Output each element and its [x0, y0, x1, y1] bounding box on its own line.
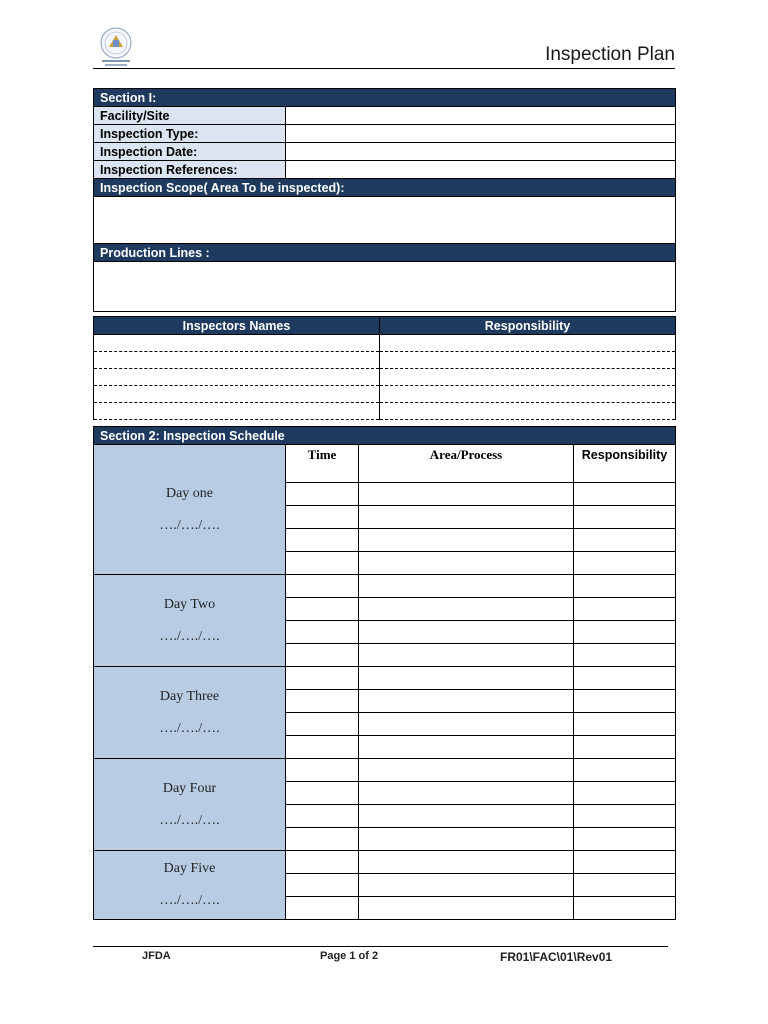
responsibility-cell[interactable] [574, 506, 676, 529]
area-process-cell[interactable] [359, 483, 574, 506]
inspector-responsibility-cell[interactable] [380, 386, 676, 403]
responsibility-cell[interactable] [574, 575, 676, 598]
time-cell[interactable] [286, 598, 359, 621]
time-cell[interactable] [286, 897, 359, 920]
inspector-responsibility-cell[interactable] [380, 335, 676, 352]
responsibility-cell[interactable] [574, 529, 676, 552]
responsibility-cell[interactable] [574, 805, 676, 828]
time-cell[interactable] [286, 713, 359, 736]
inspection-scope-field[interactable] [94, 197, 676, 244]
responsibility-cell[interactable] [574, 552, 676, 575]
time-cell[interactable] [286, 483, 359, 506]
area-process-cell[interactable] [359, 575, 574, 598]
time-cell[interactable] [286, 575, 359, 598]
responsibility-cell[interactable] [574, 598, 676, 621]
inspector-responsibility-cell[interactable] [380, 369, 676, 386]
day-date: …./…./…. [159, 628, 220, 644]
time-cell[interactable] [286, 690, 359, 713]
day-five-cell [94, 851, 286, 920]
area-process-cell[interactable] [359, 759, 574, 782]
time-cell[interactable] [286, 667, 359, 690]
time-cell[interactable] [286, 805, 359, 828]
table-row [94, 386, 676, 403]
header-divider [93, 68, 675, 69]
production-lines-field[interactable] [94, 262, 676, 312]
area-process-cell[interactable] [359, 897, 574, 920]
day-name: Day Four [162, 780, 217, 796]
area-process-cell[interactable] [359, 621, 574, 644]
responsibility-cell[interactable] [574, 690, 676, 713]
area-process-column-header: Area/Process [359, 445, 574, 483]
area-process-cell[interactable] [359, 851, 574, 874]
inspector-name-cell[interactable] [94, 386, 380, 403]
responsibility-column-header: Responsibility [574, 445, 676, 483]
table-row [94, 335, 676, 352]
inspection-schedule-table [93, 426, 676, 920]
responsibility-cell[interactable] [574, 736, 676, 759]
section1-table [93, 88, 676, 312]
inspection-date-field[interactable] [286, 143, 676, 161]
section1-heading: Section I: [94, 89, 676, 107]
inspector-responsibility-cell[interactable] [380, 403, 676, 420]
page-title: Inspection Plan [545, 44, 675, 65]
responsibility-cell[interactable] [574, 621, 676, 644]
production-lines-heading: Production Lines : [94, 244, 676, 262]
day-two-cell [94, 575, 286, 667]
day-name: Day Two [163, 596, 216, 612]
inspectors-table [93, 316, 676, 420]
day-date: …./…./…. [159, 812, 220, 828]
responsibility-cell[interactable] [574, 897, 676, 920]
facility-site-label: Facility/Site [94, 107, 286, 125]
time-cell[interactable] [286, 851, 359, 874]
inspector-name-cell[interactable] [94, 403, 380, 420]
inspection-type-label: Inspection Type: [94, 125, 286, 143]
area-process-cell[interactable] [359, 667, 574, 690]
section2-heading: Section 2: Inspection Schedule [94, 427, 676, 445]
day-three-cell [94, 667, 286, 759]
responsibility-cell[interactable] [574, 782, 676, 805]
area-process-cell[interactable] [359, 874, 574, 897]
responsibility-cell[interactable] [574, 644, 676, 667]
day-one-cell [94, 445, 286, 575]
area-process-cell[interactable] [359, 506, 574, 529]
area-process-cell[interactable] [359, 782, 574, 805]
inspection-references-label: Inspection References: [94, 161, 286, 179]
table-row [94, 403, 676, 420]
responsibility-cell[interactable] [574, 713, 676, 736]
day-name: Day Three [159, 688, 220, 704]
day-date: …./…./…. [159, 720, 220, 736]
responsibility-cell[interactable] [574, 828, 676, 851]
day-name: Day Five [163, 861, 216, 876]
time-column-header: Time [286, 445, 359, 483]
facility-site-field[interactable] [286, 107, 676, 125]
area-process-cell[interactable] [359, 598, 574, 621]
inspection-date-label: Inspection Date: [94, 143, 286, 161]
time-cell[interactable] [286, 782, 359, 805]
day-date: …./…./…. [159, 893, 220, 908]
area-process-cell[interactable] [359, 713, 574, 736]
inspectors-names-header: Inspectors Names [94, 317, 380, 335]
time-cell[interactable] [286, 828, 359, 851]
area-process-cell[interactable] [359, 690, 574, 713]
area-process-cell[interactable] [359, 552, 574, 575]
inspection-type-field[interactable] [286, 125, 676, 143]
responsibility-cell[interactable] [574, 874, 676, 897]
inspection-scope-heading: Inspection Scope( Area To be inspected): [94, 179, 676, 197]
jfda-seal-logo [96, 26, 136, 68]
responsibility-header: Responsibility [380, 317, 676, 335]
area-process-cell[interactable] [359, 736, 574, 759]
area-process-cell[interactable] [359, 644, 574, 667]
time-cell[interactable] [286, 644, 359, 667]
inspector-responsibility-cell[interactable] [380, 352, 676, 369]
responsibility-cell[interactable] [574, 759, 676, 782]
inspector-name-cell[interactable] [94, 335, 380, 352]
area-process-cell[interactable] [359, 805, 574, 828]
footer-form-code: FR01\FAC\01\Rev01 [500, 950, 613, 964]
responsibility-cell[interactable] [574, 851, 676, 874]
time-cell[interactable] [286, 736, 359, 759]
time-cell[interactable] [286, 529, 359, 552]
responsibility-cell[interactable] [574, 667, 676, 690]
table-row [94, 369, 676, 386]
responsibility-cell[interactable] [574, 483, 676, 506]
footer-org: JFDA [142, 950, 171, 962]
area-process-cell[interactable] [359, 828, 574, 851]
day-name: Day one [165, 485, 214, 501]
time-cell[interactable] [286, 506, 359, 529]
time-cell[interactable] [286, 874, 359, 897]
inspection-references-field[interactable] [286, 161, 676, 179]
time-cell[interactable] [286, 552, 359, 575]
inspector-name-cell[interactable] [94, 369, 380, 386]
time-cell[interactable] [286, 759, 359, 782]
inspector-name-cell[interactable] [94, 352, 380, 369]
time-cell[interactable] [286, 621, 359, 644]
footer-divider [93, 946, 668, 947]
day-four-cell [94, 759, 286, 851]
area-process-cell[interactable] [359, 529, 574, 552]
table-row [94, 352, 676, 369]
footer-page-number: Page 1 of 2 [320, 950, 379, 962]
day-date: …./…./…. [159, 517, 220, 533]
